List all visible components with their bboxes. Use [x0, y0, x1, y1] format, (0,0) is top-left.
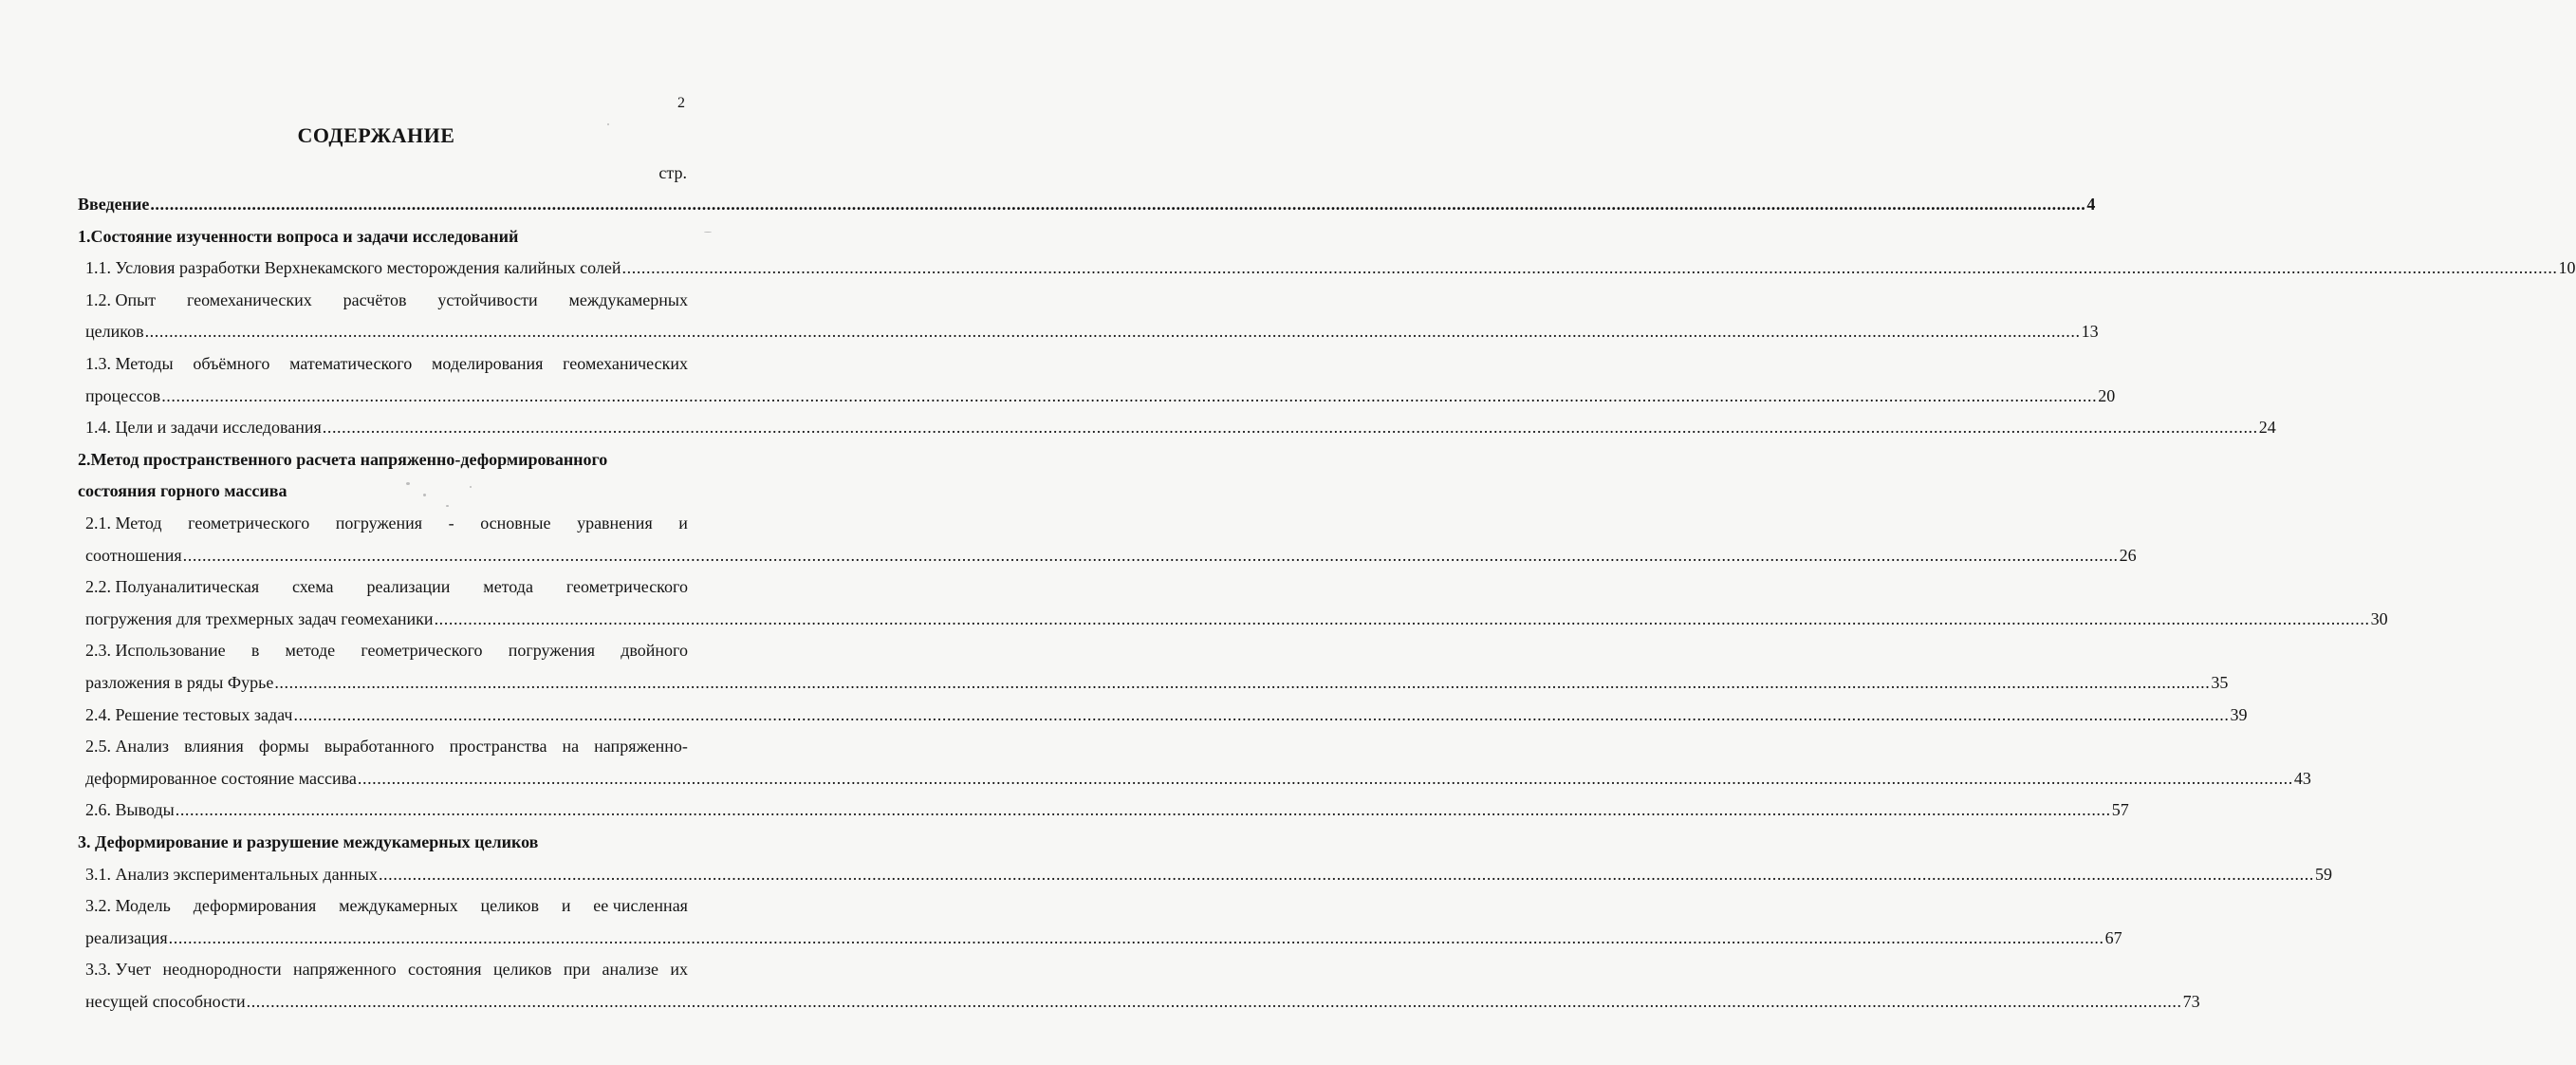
toc-line — [85, 991, 2200, 1012]
dot-leader: ................................................................................................................................................................................................................................................................................................................................................................................................................ — [161, 385, 2098, 405]
page-title: СОДЕРЖАНИЕ — [297, 123, 455, 147]
toc-entry-title: деформированное состояние массива — [85, 768, 357, 788]
toc-line — [78, 194, 2096, 215]
dot-leader: ................................................................................................................................................................................................................................................................................................................................................................................................................ — [246, 992, 2182, 1011]
dot-leader: ................................................................................................................................................................................................................................................................................................................................................................................................................ — [168, 927, 2104, 947]
toc-page-number: 67 — [2104, 927, 2122, 947]
toc-word: геометрического — [188, 514, 310, 532]
dot-leader: ................................................................................................................................................................................................................................................................................................................................................................................................................ — [274, 673, 2211, 692]
toc-line — [85, 799, 2129, 820]
toc-line — [78, 480, 688, 501]
scan-speck — [406, 482, 410, 485]
toc-entry-title: 2.6. Выводы — [85, 800, 175, 820]
toc-page-number: 13 — [2081, 322, 2099, 342]
toc-word: 1.2. Опыт — [85, 290, 157, 309]
toc-word: 3.3. Учет — [85, 960, 152, 980]
toc-entry-title: Введение — [78, 195, 150, 214]
toc-page-number: 24 — [2258, 418, 2276, 438]
toc-page-number: 20 — [2098, 385, 2116, 405]
toc-word: геометрического — [361, 641, 483, 661]
toc-word: в — [250, 641, 260, 661]
dot-leader: ................................................................................................................................................................................................................................................................................................................................................................................................................ — [175, 800, 2111, 820]
toc-word: междукамерных — [568, 290, 688, 309]
toc-line — [85, 864, 2332, 885]
page-number: 2 — [677, 95, 685, 111]
dot-leader: ................................................................................................................................................................................................................................................................................................................................................................................................................ — [621, 258, 2558, 278]
toc-word: состояния — [408, 960, 482, 980]
toc-line — [85, 513, 688, 533]
toc-entry-title: состояния горного массива — [78, 481, 287, 501]
toc-line — [85, 736, 688, 757]
toc-word: математического — [289, 354, 413, 373]
toc-page-number: 43 — [2293, 768, 2311, 788]
scan-speck — [423, 494, 426, 496]
toc-word: 1.3. Методы — [85, 354, 174, 373]
scan-speck — [470, 486, 472, 488]
toc-word: деформирования — [193, 896, 317, 916]
toc-line — [85, 257, 2576, 278]
toc-line — [85, 385, 2116, 406]
toc-word: напряженно- — [594, 737, 688, 757]
toc-line — [85, 353, 688, 374]
toc-page-number: 35 — [2211, 673, 2229, 692]
page-column-label: стр. — [658, 163, 687, 182]
toc-word: выработанного — [324, 737, 435, 757]
toc-word: объёмного — [193, 354, 270, 373]
toc-entry-title: реализация — [85, 927, 168, 947]
toc-word: моделирования — [431, 354, 544, 373]
dot-leader: ................................................................................................................................................................................................................................................................................................................................................................................................................ — [322, 418, 2258, 438]
scan-speck — [607, 123, 609, 125]
toc-word: схема — [292, 577, 334, 597]
toc-word: 2.3. Использование — [85, 641, 226, 661]
toc-entry-title: 3. Деформирование и разрушение междукамерных целиков — [78, 832, 539, 851]
toc-line — [85, 672, 2229, 693]
toc-entry-title: разложения в ряды Фурье — [85, 673, 274, 692]
toc-entry-title: 1.Состояние изученности вопроса и задачи исследований — [78, 226, 519, 246]
toc-line — [85, 959, 688, 980]
toc-word: геомеханических — [186, 290, 312, 309]
toc-word: неоднородности — [162, 960, 282, 980]
toc-entry-title: 2.Метод пространственного расчета напряженно-деформированного — [78, 449, 608, 469]
toc-word: основные — [480, 514, 551, 532]
toc-line — [85, 768, 2311, 789]
toc-page-number: 4 — [2086, 195, 2096, 214]
toc-word: напряженного — [292, 960, 397, 980]
toc-word: целиков — [492, 960, 552, 980]
toc-word: 3.2. Модель — [85, 896, 171, 916]
toc-entry-title: целиков — [85, 322, 144, 342]
dot-leader: ................................................................................................................................................................................................................................................................................................................................................................................................................ — [150, 195, 2086, 214]
toc-word: влияния — [184, 737, 244, 757]
toc-page-number: 57 — [2111, 800, 2129, 820]
toc-word: пространства — [449, 737, 547, 757]
toc-line — [85, 927, 2122, 948]
toc-entry-title: 3.1. Анализ экспериментальных данных — [85, 864, 378, 884]
toc-word: погружения — [508, 641, 596, 661]
toc-entry-title: соотношения — [85, 545, 182, 565]
toc-page-number: 59 — [2314, 864, 2332, 884]
toc-entry-title: 2.4. Решение тестовых задач — [85, 704, 293, 724]
toc-line — [85, 895, 688, 916]
toc-word: формы — [258, 737, 309, 757]
scan-speck — [446, 505, 449, 507]
toc-line — [85, 321, 2099, 342]
toc-page-number: 26 — [2119, 545, 2137, 565]
toc-word: 2.2. Полуаналитическая — [85, 577, 260, 597]
dot-leader: ................................................................................................................................................................................................................................................................................................................................................................................................................ — [144, 322, 2081, 342]
toc-line — [85, 290, 688, 310]
toc-word: методе — [285, 641, 336, 661]
toc-entry-title: несущей способности — [85, 992, 246, 1011]
toc-word: двойного — [621, 641, 688, 661]
toc-word: устойчивости — [437, 290, 538, 309]
dot-leader: ................................................................................................................................................................................................................................................................................................................................................................................................................ — [182, 545, 2119, 565]
toc-word: метода — [483, 577, 533, 597]
toc-entry-title: 1.1. Условия разработки Верхнекамского месторождения калийных солей — [85, 258, 621, 278]
toc-word: на — [562, 737, 580, 757]
toc-word: расчётов — [343, 290, 407, 309]
dot-leader: ................................................................................................................................................................................................................................................................................................................................................................................................................ — [434, 608, 2370, 628]
toc-word: их — [670, 960, 688, 980]
toc-line — [85, 640, 688, 661]
toc-word: междукамерных — [339, 896, 458, 916]
toc-line — [85, 576, 688, 597]
toc-line — [78, 449, 688, 470]
toc-word: целиков — [480, 896, 540, 916]
toc-line — [85, 608, 2388, 629]
scan-speck — [704, 232, 712, 233]
toc-page-number: 30 — [2370, 608, 2388, 628]
toc-word: реализации — [366, 577, 451, 597]
dot-leader: ................................................................................................................................................................................................................................................................................................................................................................................................................ — [378, 864, 2314, 884]
toc-page-number: 73 — [2182, 992, 2200, 1011]
toc-entry-title: погружения для трехмерных задач геомеханики — [85, 608, 434, 628]
toc-entry-title: процессов — [85, 385, 161, 405]
toc-word: геометрического — [565, 577, 688, 597]
toc-word: и — [678, 514, 688, 532]
toc-word: и — [561, 896, 571, 916]
toc-page-number: 39 — [2230, 704, 2248, 724]
toc-word: - — [448, 514, 454, 532]
toc-entry-title: 1.4. Цели и задачи исследования — [85, 418, 322, 438]
toc-word: 2.5. Анализ — [85, 737, 170, 757]
toc-line — [78, 831, 688, 852]
toc-line — [85, 704, 2248, 725]
toc-word: 2.1. Метод — [85, 514, 162, 532]
toc-word: анализе — [602, 960, 658, 980]
toc-word: погружения — [335, 514, 423, 532]
dot-leader: ................................................................................................................................................................................................................................................................................................................................................................................................................ — [357, 768, 2293, 788]
toc-line — [85, 417, 2276, 438]
toc-line — [78, 226, 688, 247]
toc-page-number: 10 — [2558, 258, 2576, 278]
toc-line — [85, 545, 2137, 566]
dot-leader: ................................................................................................................................................................................................................................................................................................................................................................................................................ — [293, 704, 2230, 724]
toc-word: геомеханических — [563, 354, 688, 373]
toc-word: ее численная — [593, 896, 688, 916]
toc-word: при — [563, 960, 591, 980]
toc-word: уравнения — [577, 514, 653, 532]
